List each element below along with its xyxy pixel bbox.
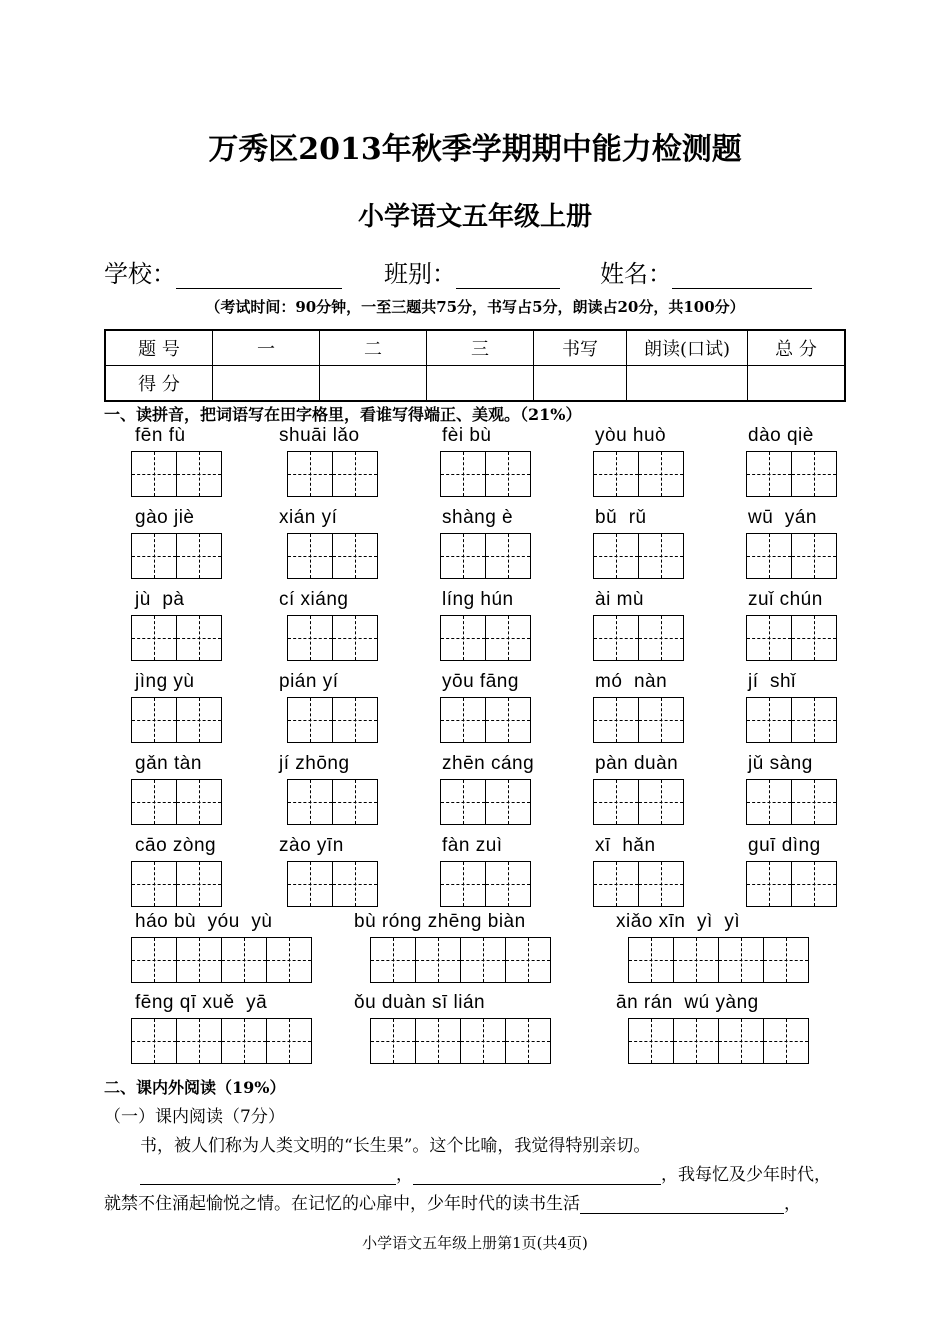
writing-grid[interactable] (287, 615, 378, 661)
grid-cell[interactable] (593, 861, 639, 907)
pinyin-label: zào yīn (279, 835, 344, 856)
writing-grid[interactable] (131, 615, 222, 661)
grid-cell[interactable] (267, 1018, 312, 1064)
grid-cell[interactable] (440, 533, 486, 579)
score-cell[interactable] (534, 366, 627, 402)
idiom-writing-grid[interactable] (628, 937, 809, 983)
grid-cell[interactable] (131, 697, 177, 743)
grid-cell[interactable] (440, 697, 486, 743)
grid-cell[interactable] (440, 451, 486, 497)
grid-cell[interactable] (639, 779, 684, 825)
score-cell[interactable] (320, 366, 427, 402)
pinyin-label: jǔ sàng (748, 753, 813, 774)
grid-cell[interactable] (639, 533, 684, 579)
section2-sub1: （一）课内阅读（7分） (104, 1107, 285, 1127)
grid-cell[interactable] (461, 1018, 506, 1064)
grid-cell[interactable] (639, 451, 684, 497)
grid-cell[interactable] (746, 451, 792, 497)
score-cell[interactable] (627, 366, 748, 402)
page-footer: 小学语文五年级上册第1页(共4页) (362, 1234, 588, 1252)
pinyin-label: cāo zòng (135, 835, 217, 856)
pinyin-label: gǎn tàn (135, 753, 202, 774)
grid-cell[interactable] (746, 533, 792, 579)
grid-cell[interactable] (287, 615, 333, 661)
grid-cell[interactable] (746, 697, 792, 743)
score-cell[interactable] (213, 366, 320, 402)
score-header-row (105, 330, 845, 366)
grid-cell[interactable] (746, 615, 792, 661)
score-cell[interactable] (427, 366, 534, 402)
grid-cell[interactable] (719, 1018, 764, 1064)
writing-grid[interactable] (746, 779, 837, 825)
grid-cell[interactable] (486, 779, 531, 825)
grid-cell[interactable] (593, 615, 639, 661)
grid-cell[interactable] (333, 861, 378, 907)
pinyin-label: xián yí (279, 507, 338, 528)
writing-grid[interactable] (131, 451, 222, 497)
idiom-writing-grid[interactable] (370, 937, 551, 983)
idiom-pinyin-label: bù róng zhēng biàn (354, 911, 526, 932)
grid-cell[interactable] (370, 937, 416, 983)
grid-cell[interactable] (764, 937, 809, 983)
reading-line-1: 书，被人们称为人类文明的“长生果”。这个比喻，我觉得特别亲切。 (140, 1136, 651, 1156)
answer-blank[interactable] (413, 1166, 661, 1185)
grid-cell[interactable] (792, 861, 837, 907)
pinyin-label: jí zhōng (279, 753, 350, 774)
writing-grid[interactable] (593, 533, 684, 579)
grid-cell[interactable] (628, 937, 674, 983)
writing-grid[interactable] (287, 533, 378, 579)
score-row-label: 得 分 (105, 366, 213, 402)
grid-cell[interactable] (131, 779, 177, 825)
grid-cell[interactable] (792, 697, 837, 743)
pinyin-label: fàn zuì (442, 835, 503, 856)
idiom-pinyin-label: háo bù yóu yù (135, 911, 273, 932)
pinyin-label: fèi bù (442, 425, 492, 446)
grid-cell[interactable] (177, 451, 222, 497)
school-blank[interactable] (176, 264, 342, 289)
writing-grid[interactable] (131, 861, 222, 907)
grid-cell[interactable] (222, 937, 267, 983)
grid-cell[interactable] (287, 779, 333, 825)
writing-grid[interactable] (287, 861, 378, 907)
score-header: 一 (213, 330, 320, 366)
grid-cell[interactable] (719, 937, 764, 983)
reading-line-2-tail: ，我每忆及少年时代， (661, 1165, 831, 1185)
writing-grid[interactable] (440, 533, 531, 579)
grid-cell[interactable] (486, 533, 531, 579)
grid-cell[interactable] (287, 697, 333, 743)
grid-cell[interactable] (746, 861, 792, 907)
grid-cell[interactable] (416, 937, 461, 983)
score-header: 二 (320, 330, 427, 366)
pinyin-label: shàng è (442, 507, 514, 528)
score-header: 书写 (534, 330, 627, 366)
comma: ， (396, 1165, 413, 1185)
grid-cell[interactable] (333, 615, 378, 661)
pinyin-label: fēn fù (135, 425, 186, 446)
idiom-pinyin-label: ǒu duàn sī lián (354, 992, 486, 1013)
name-blank[interactable] (672, 264, 812, 289)
exam-note: （考试时间：90分钟，一至三题共75分，书写占5分，朗读占20分，共100分） (205, 298, 745, 316)
grid-cell[interactable] (440, 615, 486, 661)
writing-grid[interactable] (593, 779, 684, 825)
writing-grid[interactable] (440, 451, 531, 497)
grid-cell[interactable] (461, 937, 506, 983)
grid-cell[interactable] (222, 1018, 267, 1064)
grid-cell[interactable] (506, 937, 551, 983)
grid-cell[interactable] (177, 779, 222, 825)
idiom-writing-grid[interactable] (131, 937, 312, 983)
idiom-writing-grid[interactable] (628, 1018, 809, 1064)
grid-cell[interactable] (639, 615, 684, 661)
writing-grid[interactable] (131, 697, 222, 743)
grid-cell[interactable] (177, 533, 222, 579)
idiom-writing-grid[interactable] (370, 1018, 551, 1064)
grid-cell[interactable] (440, 861, 486, 907)
pinyin-label: wū yán (748, 507, 817, 528)
school-label: 学校： (104, 260, 176, 288)
writing-grid[interactable] (440, 779, 531, 825)
pinyin-label: zuǐ chún (748, 589, 823, 610)
pinyin-label: pàn duàn (595, 753, 679, 774)
grid-cell[interactable] (333, 533, 378, 579)
grid-cell[interactable] (440, 779, 486, 825)
grid-cell[interactable] (131, 1018, 177, 1064)
score-header: 题 号 (105, 330, 213, 366)
name-label: 姓名： (600, 260, 672, 288)
grid-cell[interactable] (792, 615, 837, 661)
writing-grid[interactable] (593, 861, 684, 907)
grid-cell[interactable] (746, 779, 792, 825)
writing-grid[interactable] (593, 451, 684, 497)
pinyin-label: dào qiè (748, 425, 814, 446)
writing-grid[interactable] (746, 533, 837, 579)
grid-cell[interactable] (674, 937, 719, 983)
grid-cell[interactable] (486, 615, 531, 661)
writing-grid[interactable] (593, 615, 684, 661)
exam-title: 万秀区2013年秋季学期期中能力检测题 (208, 132, 742, 167)
grid-cell[interactable] (287, 451, 333, 497)
score-header: 总 分 (748, 330, 846, 366)
grid-cell[interactable] (792, 779, 837, 825)
pinyin-label: shuāi lǎo (279, 425, 360, 446)
grid-cell[interactable] (764, 1018, 809, 1064)
grid-cell[interactable] (416, 1018, 461, 1064)
exam-subtitle: 小学语文五年级上册 (357, 202, 592, 232)
score-header: 朗读(口试) (627, 330, 748, 366)
grid-cell[interactable] (177, 615, 222, 661)
school-field (104, 254, 342, 289)
grid-cell[interactable] (506, 1018, 551, 1064)
grid-cell[interactable] (287, 861, 333, 907)
score-cell[interactable] (748, 366, 846, 402)
pinyin-label: líng hún (442, 589, 514, 610)
name-field (600, 254, 812, 289)
pinyin-label: pián yí (279, 671, 339, 692)
idiom-pinyin-label: ān rán wú yàng (616, 992, 759, 1013)
grid-cell[interactable] (267, 937, 312, 983)
answer-blank[interactable] (140, 1166, 396, 1185)
score-row (105, 366, 845, 402)
answer-blank[interactable] (580, 1195, 784, 1214)
writing-grid[interactable] (746, 615, 837, 661)
pinyin-label: jí shǐ (748, 671, 796, 692)
grid-cell[interactable] (593, 779, 639, 825)
grid-cell[interactable] (792, 533, 837, 579)
grid-cell[interactable] (333, 451, 378, 497)
class-label: 班别： (384, 260, 456, 288)
pinyin-label: gào jiè (135, 507, 195, 528)
grid-cell[interactable] (628, 1018, 674, 1064)
idiom-pinyin-label: xiǎo xīn yì yì (616, 911, 741, 932)
idiom-writing-grid[interactable] (131, 1018, 312, 1064)
grid-cell[interactable] (333, 697, 378, 743)
pinyin-label: cí xiáng (279, 589, 349, 610)
writing-grid[interactable] (746, 697, 837, 743)
section1-title: 一、读拼音，把词语写在田字格里，看谁写得端正、美观。（21%） (104, 405, 582, 424)
reading-line-3-end: ， (784, 1194, 801, 1214)
grid-cell[interactable] (593, 533, 639, 579)
grid-cell[interactable] (177, 937, 222, 983)
pinyin-label: ài mù (595, 589, 644, 610)
pinyin-label: zhēn cáng (442, 753, 535, 774)
writing-grid[interactable] (287, 451, 378, 497)
writing-grid[interactable] (287, 697, 378, 743)
grid-cell[interactable] (177, 1018, 222, 1064)
reading-line-2 (140, 1160, 831, 1185)
writing-grid[interactable] (593, 697, 684, 743)
pinyin-label: yōu fāng (442, 671, 519, 692)
grid-cell[interactable] (792, 451, 837, 497)
grid-cell[interactable] (131, 451, 177, 497)
grid-cell[interactable] (674, 1018, 719, 1064)
grid-cell[interactable] (131, 533, 177, 579)
grid-cell[interactable] (639, 861, 684, 907)
grid-cell[interactable] (370, 1018, 416, 1064)
writing-grid[interactable] (287, 779, 378, 825)
pinyin-label: jìng yù (135, 671, 195, 692)
writing-grid[interactable] (746, 861, 837, 907)
writing-grid[interactable] (131, 533, 222, 579)
pinyin-label: yòu huò (595, 425, 667, 446)
writing-grid[interactable] (440, 697, 531, 743)
writing-grid[interactable] (440, 615, 531, 661)
grid-cell[interactable] (639, 697, 684, 743)
writing-grid[interactable] (440, 861, 531, 907)
pinyin-label: bǔ rǔ (595, 507, 647, 528)
grid-cell[interactable] (486, 451, 531, 497)
pinyin-label: jù pà (135, 589, 185, 610)
grid-cell[interactable] (486, 697, 531, 743)
pinyin-label: xī hǎn (595, 835, 656, 856)
writing-grid[interactable] (746, 451, 837, 497)
reading-line-3 (104, 1189, 801, 1214)
pinyin-label: guī dìng (748, 835, 821, 856)
grid-cell[interactable] (593, 451, 639, 497)
grid-cell[interactable] (177, 697, 222, 743)
class-field (384, 254, 560, 289)
class-blank[interactable] (456, 264, 560, 289)
grid-cell[interactable] (486, 861, 531, 907)
grid-cell[interactable] (131, 861, 177, 907)
section2-title: 二、课内外阅读（19%） (104, 1078, 286, 1097)
grid-cell[interactable] (287, 533, 333, 579)
grid-cell[interactable] (131, 937, 177, 983)
score-header: 三 (427, 330, 534, 366)
score-table (104, 329, 846, 402)
grid-cell[interactable] (593, 697, 639, 743)
idiom-pinyin-label: fēng qī xuě yā (135, 992, 268, 1013)
pinyin-label: mó nàn (595, 671, 668, 692)
reading-line-3-text: 就禁不住涌起愉悦之情。在记忆的心扉中，少年时代的读书生活 (104, 1194, 580, 1214)
grid-cell[interactable] (131, 615, 177, 661)
grid-cell[interactable] (333, 779, 378, 825)
grid-cell[interactable] (177, 861, 222, 907)
writing-grid[interactable] (131, 779, 222, 825)
